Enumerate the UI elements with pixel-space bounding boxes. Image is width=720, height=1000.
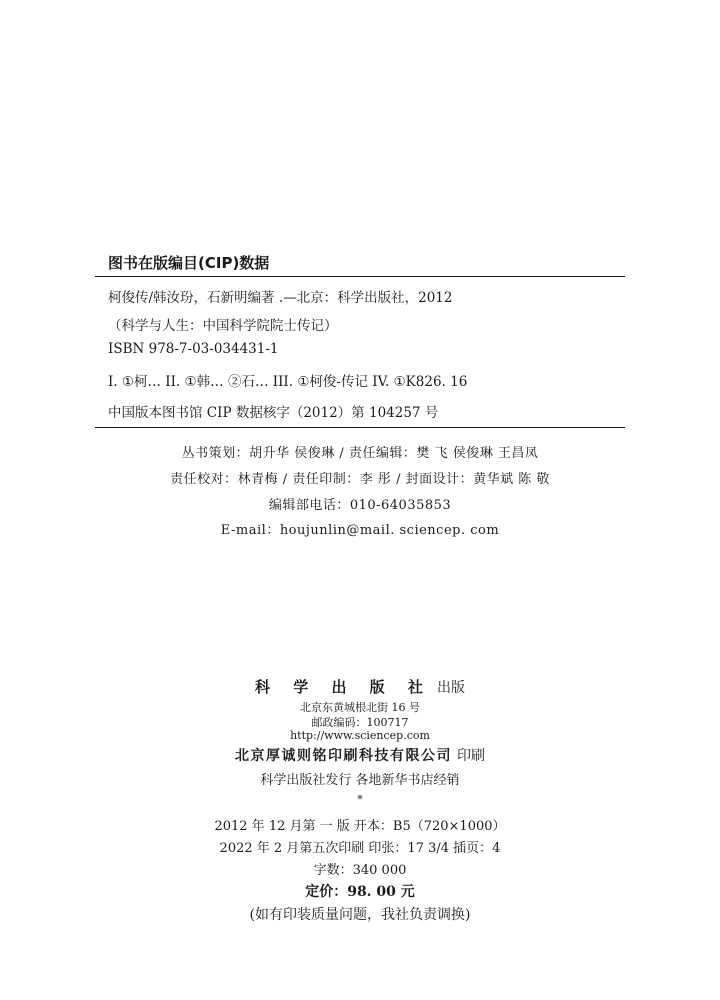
publisher-suffix: 出版: [436, 680, 465, 696]
quality-notice: (如有印装质量问题，我社负责调换): [249, 907, 471, 923]
cip-title: 图书在版编目(CIP)数据: [108, 254, 270, 272]
publisher-postcode: 邮政编码：100717: [311, 716, 409, 729]
credits-email: E-mail：houjunlin@mail. sciencep. com: [220, 523, 500, 538]
publisher-line: [0, 676, 720, 697]
credits-editorial-phone: 编辑部电话：010-64035853: [268, 498, 452, 513]
cip-author-line: 柯俊传/韩汝玢，石新明编著 .—北京：科学出版社，2012: [108, 290, 453, 306]
printer-line: [0, 745, 720, 765]
word-count: 字数：340 000: [313, 863, 407, 878]
price: 定价：98. 00 元: [305, 884, 415, 900]
edition-print-line: 2022 年 2 月第五次印刷 印张：17 3/4 插页：4: [219, 841, 501, 856]
publisher-address: 北京东黄城根北街 16 号: [300, 701, 420, 714]
cip-record-number-line: 中国版本图书馆 CIP 数据核字（2012）第 104257 号: [108, 405, 439, 421]
publisher-name: 科 学 出 版 社: [255, 678, 432, 696]
cip-series-line: （科学与人生：中国科学院院士传记）: [108, 318, 338, 334]
edition-first-line: 2012 年 12 月第 一 版 开本：B5（720×1000）: [214, 819, 506, 834]
credits-proof-print-design: 责任校对：林青梅 / 责任印制：李 彤 / 封面设计：黄华斌 陈 敬: [170, 472, 550, 487]
credits-planning-editors: 丛书策划：胡升华 侯俊琳 / 责任编辑：樊 飞 侯俊琳 王昌凤: [181, 446, 539, 461]
printer-name: 北京厚诚则铭印刷科技有限公司: [234, 748, 452, 764]
publisher-website: http://www.sciencep.com: [290, 729, 430, 742]
distribution-line: 科学出版社发行 各地新华书店经销: [260, 773, 460, 788]
cip-top-rule: [95, 276, 625, 277]
cip-isbn-line: ISBN 978-7-03-034431-1: [108, 341, 279, 357]
cip-classification-line: I. ①柯… II. ①韩… ②石… III. ①柯俊-传记 IV. ①K826. 16: [108, 374, 468, 390]
printer-suffix: 印刷: [457, 748, 486, 764]
cip-bottom-rule: [95, 427, 625, 428]
separator-asterisk: *: [357, 793, 363, 806]
